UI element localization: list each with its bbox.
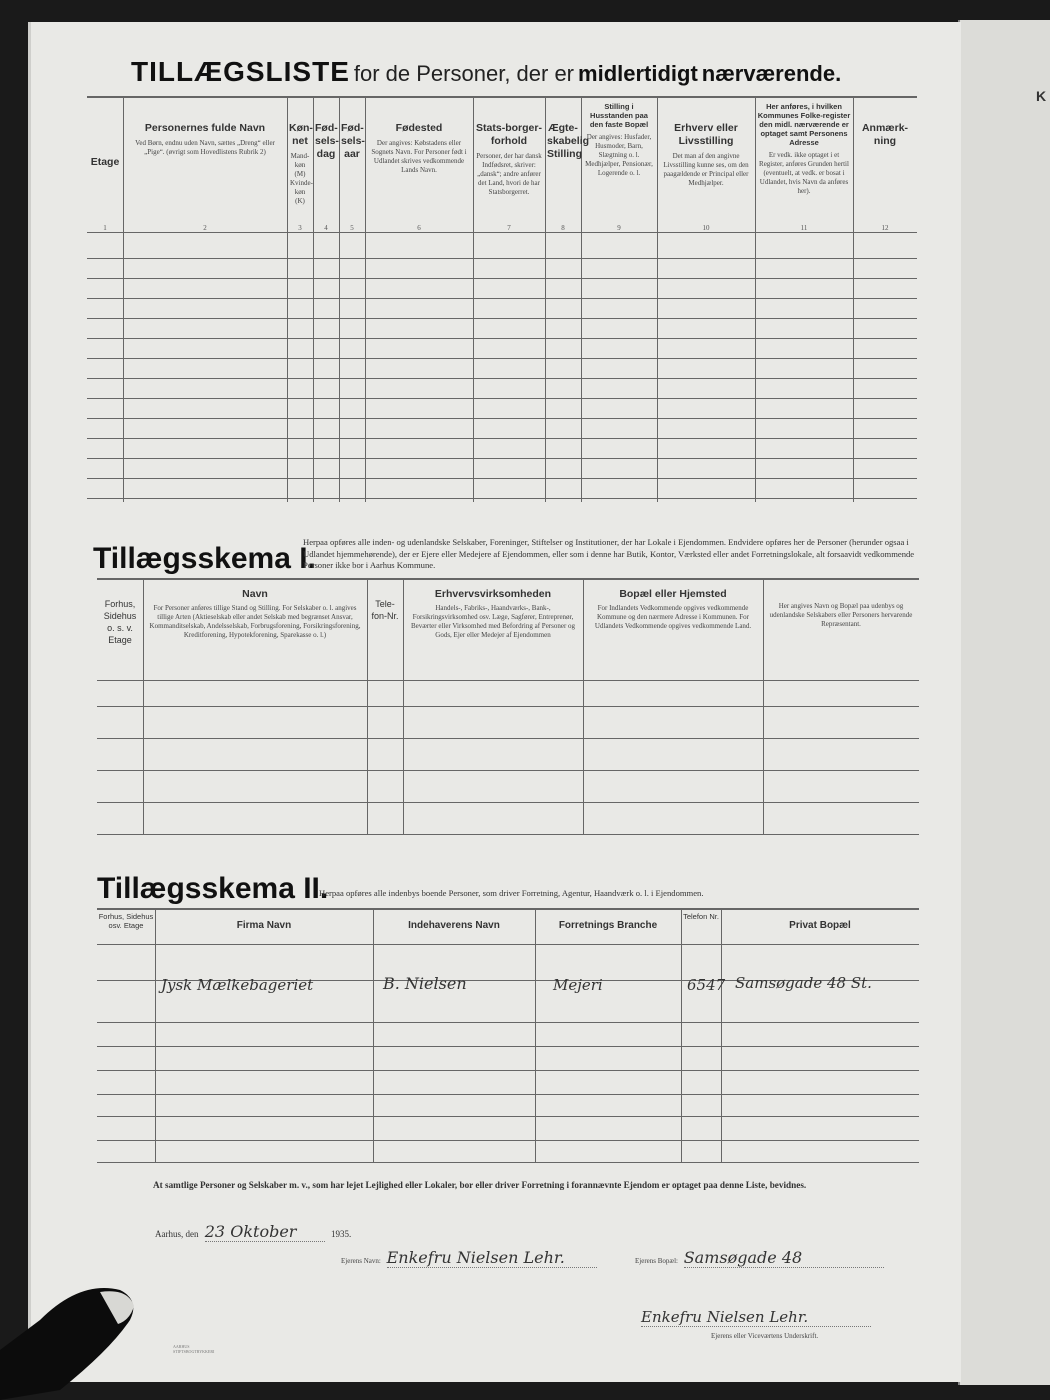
list-column-header — [313, 102, 339, 161]
column-divider — [535, 908, 536, 1162]
skema1-column-note: For Personer anføres tillige Stand og Stilling. For Selskaber o. l. angives tillige Arten (Aktieselskab eller andet Selskab med begrænset Ansvar, Kommanditselskab, Andelsselskab, Forbrugsforening, Forsikringsforening, Kreditforening, Hypotekforening, Sparekasse o. l.) — [149, 604, 361, 639]
skema2-column-header: Telefon Nr. — [683, 912, 719, 921]
list-column-number: 4 — [324, 224, 328, 232]
list-row-rule — [87, 278, 917, 279]
list-column-title: Køn-net — [289, 122, 313, 147]
list-row-rule — [87, 358, 917, 359]
skema2-row-rule — [97, 1046, 919, 1047]
list-column-number: 10 — [702, 224, 710, 232]
skema1-column-note: Her angives Navn og Bopæl paa udenbys og udenlandske Selskabers eller Personers hervarende Repræsentant. — [769, 602, 913, 628]
list-column-header — [473, 102, 545, 197]
list-column-number: 11 — [800, 224, 808, 232]
skema1-row-rule — [97, 738, 919, 739]
list-row-rule — [87, 258, 917, 259]
place-label: Aarhus, den — [155, 1229, 199, 1239]
list-row-rule — [87, 398, 917, 399]
form-page — [28, 22, 961, 1382]
list-column-title: Stilling i Husstanden paa den faste Bopæl — [589, 102, 649, 129]
attestation-statement: At samtlige Personer og Selskaber m. v., som har lejet Lejlighed eller Lokaler, bor eller driver Forretning i forannævnte Ejendom er optaget paa denne Liste, bevidnes. — [153, 1180, 807, 1190]
year-label: 1935. — [331, 1229, 352, 1239]
list-column-number: 8 — [561, 224, 565, 232]
list-column-number: 3 — [298, 224, 302, 232]
skema1-column-note: For Indlandets Vedkommende opgives vedkommende Kommune og den nærmere Adresse i Kommunen. For Udlandets Vedkommende opgives vedkommende Land. — [594, 604, 752, 630]
skema1-row-rule — [97, 802, 919, 803]
skema1-column-title: Navn — [242, 588, 268, 600]
list-row-rule — [87, 418, 917, 419]
column-divider — [721, 908, 722, 1162]
list-column-number: 5 — [350, 224, 354, 232]
skema2-title: Tillægsskema II. — [97, 872, 329, 905]
list-column-number: 2 — [203, 224, 207, 232]
list-column-number: 6 — [417, 224, 421, 232]
skema1-header-rule — [97, 680, 919, 681]
entry-indehaver: B. Nielsen — [383, 974, 467, 993]
list-header-rule — [87, 232, 917, 233]
list-column-title: Personernes fulde Navn — [144, 122, 266, 134]
list-column-note: Er vedk. ikke optaget i et Register, anføres Grunden hertil (eventuelt, at vedk. er bosat i Udlandet, hvis Navn da anføres her). — [759, 151, 849, 195]
list-top-rule — [87, 96, 917, 98]
list-row-rule — [87, 458, 917, 459]
list-column-title: Ægte-skabelig Stilling — [547, 122, 590, 160]
list-column-header — [87, 102, 123, 169]
skema2-column-header: Indehaverens Navn — [408, 920, 500, 931]
entry-bopael: Samsøgade 48 St. — [735, 974, 872, 992]
column-divider — [373, 908, 374, 1162]
skema2-description: Herpaa opføres alle indenbys boende Personer, som driver Forretning, Agentur, Haandværk o. l. i Ejendommen. — [319, 888, 704, 898]
list-column-header — [365, 102, 473, 175]
skema1-column-header — [403, 584, 583, 640]
list-row-rule — [87, 298, 917, 299]
list-column-note: Der angives: Husfader, Husmoder, Barn, Slægtning o. l. Medhjælper, Pensionær, Logerende o. l. — [585, 133, 653, 177]
list-column-title: Her anføres, i hvilken Kommunes Folke-register den midl. nærværende er optaget samt Personens Adresse — [757, 102, 851, 147]
skema1-column-header — [97, 584, 143, 646]
skema1-row-rule — [97, 706, 919, 707]
list-column-note: Personer, der har dansk Indfødsret, skriver: „dansk“; andre anfører det Land, hvori de har Statsborgerret. — [476, 152, 542, 196]
owner-name-line: Ejerens Navn: Enkefru Nielsen Lehr. — [341, 1248, 597, 1268]
list-row-rule — [87, 378, 917, 379]
skema2-row-rule — [97, 1094, 919, 1095]
list-row-rule — [87, 498, 917, 499]
list-column-note: Ved Børn, endnu uden Navn, sættes „Dreng“ eller „Pige“. (øvrigt som Hovedlistens Rubrik 2) — [135, 139, 275, 156]
list-column-title: Fødested — [395, 122, 443, 134]
list-column-note: Der angives: Købstadens eller Sognets Navn. For Personer født i Udlandet skrives vedkommende Lands Navn. — [371, 139, 467, 174]
list-row-rule — [87, 318, 917, 319]
skema1-row-rule — [97, 770, 919, 771]
list-column-number: 12 — [881, 224, 889, 232]
list-column-title: Anmærk-ning — [861, 122, 909, 147]
list-column-header — [581, 102, 657, 178]
skema2-row-rule — [97, 1140, 919, 1141]
skema1-title: Tillægsskema I. — [93, 542, 316, 575]
list-column-title: Fød-sels-dag — [315, 122, 339, 160]
date-handwritten: 23 Oktober — [205, 1222, 325, 1242]
list-column-header — [853, 102, 917, 148]
list-column-number: 1 — [103, 224, 107, 232]
adjacent-page-letter: K — [1036, 88, 1047, 104]
skema1-column-header — [143, 584, 367, 640]
skema1-description: Herpaa opføres alle inden- og udenlandske Selskaber, Foreninger, Stiftelser og Institutioner, der har Lokale i Ejendommen. Endvidere opføres her de Personer (herunder ogsaa i Udlandet hjemmehørende), der er Ejere eller Medejere af Ejendommen, eller som i denne har Butik, Kontor, Værksted eller andet Forretningslokale, alt forsaavidt vedkommende Personer ikke bor i Aarhus Kommune. — [303, 537, 915, 570]
skema2-row-rule — [97, 1070, 919, 1071]
list-column-title: Erhverv eller Livsstilling — [674, 122, 738, 147]
owner-name-handwritten: Enkefru Nielsen Lehr. — [387, 1248, 597, 1268]
list-column-header — [545, 102, 590, 161]
entry-firma: Jysk Mælkebageriet — [161, 976, 314, 994]
skema2-row-rule — [97, 1162, 919, 1163]
list-column-number: 7 — [507, 224, 511, 232]
skema2-column-header: Privat Bopæl — [789, 920, 851, 931]
list-column-note: Det man af den angivne Livsstilling kunne ses, om den paagældende er Principal eller Medhjælper. — [663, 152, 749, 187]
skema1-top-rule — [97, 578, 919, 580]
column-divider — [853, 96, 854, 502]
skema2-header-rule — [97, 944, 919, 945]
skema1-column-title: Tele-fon-Nr. — [371, 599, 399, 621]
printer-mark: AARHUS STIFTSBOGTRYKKERI — [173, 1344, 215, 1354]
list-column-header — [123, 102, 287, 157]
skema2-column-header: Forhus, Sidehus osv. Etage — [98, 912, 154, 930]
list-column-header — [755, 102, 853, 196]
list-title: TILLÆGSLISTE for de Personer, der er midlertidigt nærværende. — [131, 56, 842, 87]
list-column-header — [657, 102, 755, 188]
list-column-header — [287, 102, 313, 206]
column-divider — [681, 908, 682, 1162]
list-column-number: 9 — [617, 224, 621, 232]
owner-address-handwritten: Samsøgade 48 — [684, 1248, 884, 1268]
date-line — [155, 1222, 351, 1242]
skema2-row-rule — [97, 1116, 919, 1117]
entry-telefon: 6547 — [687, 976, 726, 994]
skema1-column-header — [583, 584, 763, 631]
skema1-column-title: Erhvervsvirksomheden — [434, 588, 552, 600]
skema2-top-rule — [97, 908, 919, 910]
skema1-column-header — [763, 584, 919, 629]
binder-clip-icon — [0, 1280, 150, 1400]
entry-branche: Mejeri — [553, 976, 603, 994]
list-column-title: Etage — [90, 156, 120, 168]
column-divider — [155, 908, 156, 1162]
skema1-column-header — [367, 584, 403, 622]
owner-address-line: Ejerens Bopæl: Samsøgade 48 — [635, 1248, 884, 1268]
skema1-column-title: Bopæl eller Hjemsted — [619, 588, 727, 600]
list-row-rule — [87, 338, 917, 339]
adjacent-page — [958, 20, 1050, 1385]
list-column-header — [339, 102, 365, 161]
skema2-column-header: Forretnings Branche — [558, 920, 658, 931]
skema2-column-header: Firma Navn — [236, 920, 292, 931]
list-row-rule — [87, 438, 917, 439]
signature-label: Ejerens eller Viceværtens Underskrift. — [711, 1332, 819, 1340]
list-column-title: Fød-sels-aar — [341, 122, 365, 160]
skema2-row-rule — [97, 1022, 919, 1023]
list-row-rule — [87, 478, 917, 479]
skema1-column-title: Forhus, Sidehus o. s. v. Etage — [103, 599, 137, 645]
skema1-column-note: Handels-, Fabriks-, Haandværks-, Bank-, Forsikringsvirksomhed osv. Læge, Sagfører, Entreprenør, Beværter eller Virksomhed med Befordring af Personer og Gods, Ejer eller Medejer af Ejendommen — [410, 604, 576, 639]
list-column-title: Stats-borger-forhold — [476, 122, 542, 147]
skema1-row-rule — [97, 834, 919, 835]
list-column-note: Mand-køn (M) Kvinde-køn (K) — [290, 152, 313, 205]
signature-handwritten: Enkefru Nielsen Lehr. — [641, 1308, 871, 1327]
